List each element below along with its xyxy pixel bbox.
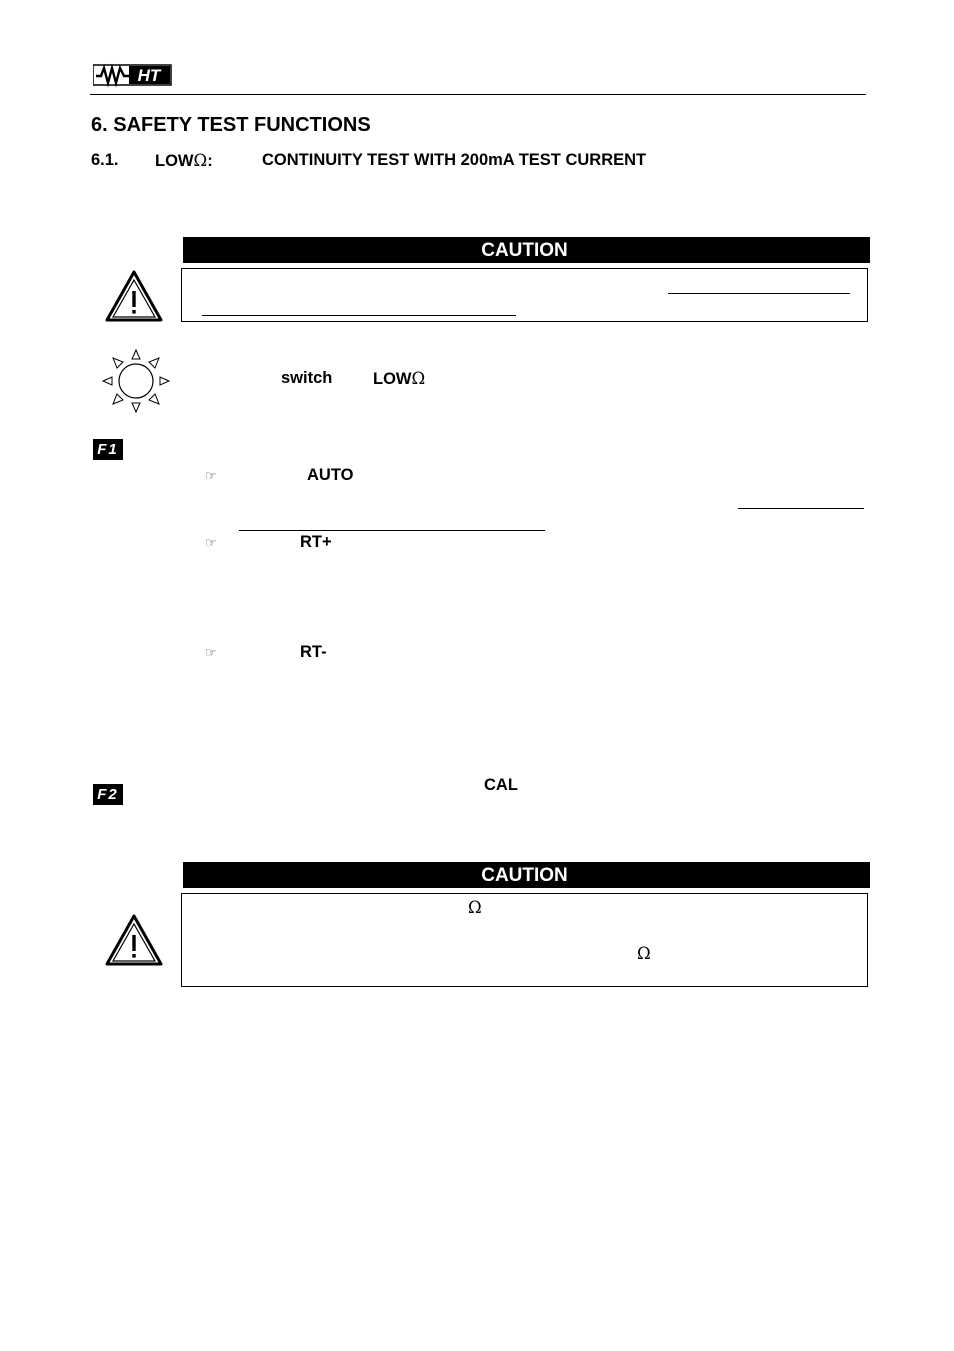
option-rt-plus: RT+ <box>300 533 332 551</box>
pointing-hand-icon: ☞ <box>205 645 217 660</box>
underline <box>202 315 516 316</box>
logo-text: HT <box>137 66 161 85</box>
switch-word: switch <box>281 369 333 387</box>
switch-mode <box>373 369 425 389</box>
underline <box>668 293 850 294</box>
option-rt-minus: RT- <box>300 643 327 661</box>
omega-symbol: Ω <box>637 944 651 963</box>
warning-triangle-icon <box>104 269 164 328</box>
option-auto: AUTO <box>307 466 354 484</box>
switch-mode-text: LOW <box>373 370 412 388</box>
f2-key: F2 <box>93 784 123 805</box>
sun-icon <box>101 348 171 419</box>
cal-label: CAL <box>484 776 518 794</box>
caution-box <box>181 268 868 322</box>
pointing-hand-icon: ☞ <box>205 535 217 550</box>
omega-symbol: Ω <box>193 151 208 170</box>
ht-logo <box>93 62 173 88</box>
subsection-title: CONTINUITY TEST WITH 200mA TEST CURRENT <box>262 151 647 169</box>
underline <box>239 530 545 531</box>
subsection-colon: : <box>207 152 213 170</box>
section-title: 6. SAFETY TEST FUNCTIONS <box>91 114 371 136</box>
omega-symbol: Ω <box>411 369 426 388</box>
caution-box <box>181 893 868 987</box>
subsection-mode-text: LOW <box>155 152 194 170</box>
underline <box>738 508 864 509</box>
subsection-mode <box>155 151 213 171</box>
header-rule <box>90 94 866 95</box>
caution-header: CAUTION <box>181 237 870 263</box>
caution-header: CAUTION <box>181 862 870 888</box>
warning-triangle-icon <box>104 913 164 972</box>
pointing-hand-icon: ☞ <box>205 468 217 483</box>
subsection-number: 6.1. <box>91 151 119 169</box>
omega-symbol: Ω <box>468 898 482 917</box>
f1-key: F1 <box>93 439 123 460</box>
